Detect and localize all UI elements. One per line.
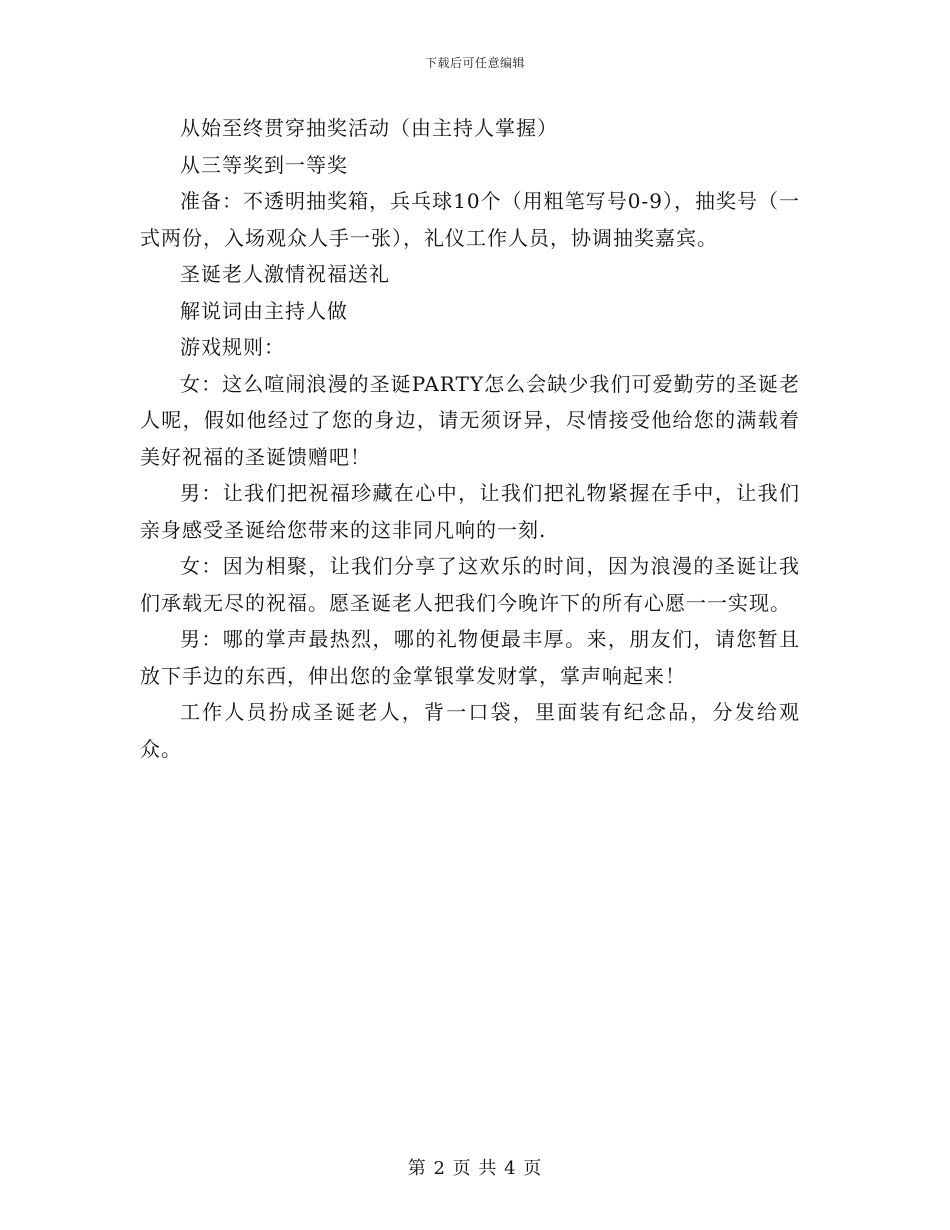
paragraph: 女：这么喧闹浪漫的圣诞PARTY怎么会缺少我们可爱勤劳的圣诞老人呢，假如他经过了您的身边，请无须讶异，尽情接受他给您的满载着美好祝福的圣诞馈赠吧！ [140, 371, 800, 469]
paragraph: 女：因为相聚，让我们分享了这欢乐的时间，因为浪漫的圣诞让我们承载无尽的祝福。愿圣诞老人把我们今晚许下的所有心愿一一实现。 [140, 554, 800, 615]
page-number-footer: 第 2 页 共 4 页 [407, 1158, 543, 1179]
paragraph: 从始至终贯穿抽奖活动（由主持人掌握） [180, 116, 558, 140]
paragraph: 解说词由主持人做 [180, 298, 348, 323]
header-note: 下载后可任意编辑 [424, 56, 525, 70]
paragraph: 男：让我们把祝福珍藏在心中，让我们把礼物紧握在手中，让我们亲身感受圣诞给您带来的这非同凡响的一刻. [140, 481, 800, 542]
paragraph: 游戏规则： [180, 335, 285, 359]
paragraph: 准备：不透明抽奖箱，兵乓球10个（用粗笔写号0-9），抽奖号（一式两份，入场观众人手一张），礼仪工作人员，协调抽奖嘉宾。 [140, 189, 800, 250]
paragraph: 工作人员扮成圣诞老人，背一口袋，里面装有纪念品，分发给观众。 [140, 700, 800, 761]
paragraph: 男：哪的掌声最热烈，哪的礼物便最丰厚。来，朋友们，请您暂且放下手边的东西，伸出您的金掌银掌发财掌，掌声响起来！ [140, 627, 800, 688]
document-body [140, 110, 800, 767]
paragraph: 圣诞老人激情祝福送礼 [180, 262, 390, 286]
paragraph: 从三等奖到一等奖 [180, 152, 348, 177]
